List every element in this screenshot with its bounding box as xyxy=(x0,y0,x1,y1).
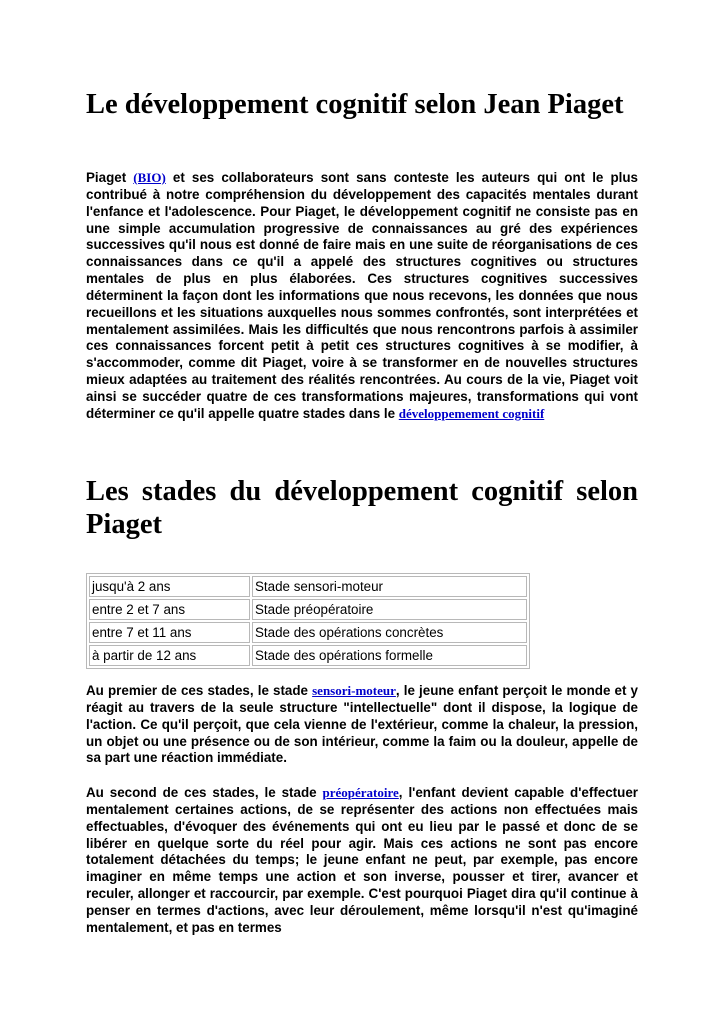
preoperatoire-link[interactable]: préopératoire xyxy=(322,785,399,800)
section-heading-stages: Les stades du développement cognitif selon Piaget xyxy=(86,476,638,540)
preoperational-paragraph xyxy=(86,785,638,937)
age-cell: entre 7 et 11 ans xyxy=(89,622,250,643)
age-cell: à partir de 12 ans xyxy=(89,645,250,666)
stage-cell: Stade sensori-moteur xyxy=(252,576,527,597)
intro-text-body: et ses collaborateurs sont sans conteste les auteurs qui ont le plus contribué à notre compréhension du développement des capacités mentales durant l'enfance et l'adolescence. Pour Piaget, le développement cognitif ne consiste pas en une simple accumulation progressive de connaissances au gré des expériences successives qu'il nous est donné de faire mais en une suite de réorganisations de ces connaissances dans ce qu'il a appelé des structures cognitives ou structures mentales de plus en plus élaborées. Ces structures cognitives successives déterminent la façon dont les informations que nous recevons, les données que nous recueillons et les situations auxquelles nous sommes confrontés, sont interprétées et mentalement assimilées. Mais les difficultés que nous rencontrons parfois à assimiler ces connaissances forcent petit à petit ces structures cognitives à se modifier, à s'accommoder, comme dit Piaget, voire à se transformer en de nouvelles structures mieux adaptées au traitement des réalités rencontrées. Au cours de la vie, Piaget voit ainsi se succéder quatre de ces transformations majeures, transformations qui vont déterminer ce qu'il appelle quatre stades dans le xyxy=(86,170,638,421)
sensorimotor-text-start: Au premier de ces stades, le stade xyxy=(86,683,313,698)
intro-paragraph xyxy=(86,170,638,423)
sensorimotor-paragraph xyxy=(86,683,638,767)
table-row xyxy=(89,599,527,620)
sensori-moteur-link[interactable]: sensori-moteur xyxy=(312,683,396,698)
bio-link[interactable]: (BIO) xyxy=(133,170,166,185)
stage-cell: Stade préopératoire xyxy=(252,599,527,620)
age-cell: entre 2 et 7 ans xyxy=(89,599,250,620)
page-title: Le développement cognitif selon Jean Piaget xyxy=(86,89,624,120)
preoperational-text-body: , l'enfant devient capable d'effectuer mentalement certaines actions, de se représenter des actions non effectuées mais effectuables, d'évoquer des événements qui ont eu lieu par le passé et donc de se libérer en quelque sorte du réel pour agir. Mais ces actions ne sont pas encore totalement détachées du temps; le jeune enfant ne peut, par exemple, pas encore imaginer en même temps une action et son inverse, pousser et tirer, avancer et reculer, allonger et raccourcir, par exemple. C'est pourquoi Piaget dira qu'il continue à penser en termes d'actions, avec leur déroulement, même lorsqu'il n'est qu'imaginé mentalement, et pas en termes xyxy=(86,785,638,935)
table-row xyxy=(89,622,527,643)
stage-cell: Stade des opérations concrètes xyxy=(252,622,527,643)
cognitive-development-link[interactable]: développemement cognitif xyxy=(398,405,545,421)
preoperational-text-start: Au second de ces stades, le stade xyxy=(86,785,323,800)
table-row xyxy=(89,576,527,597)
stages-table xyxy=(86,573,530,669)
age-cell: jusqu'à 2 ans xyxy=(89,576,250,597)
intro-text-start: Piaget xyxy=(86,170,134,185)
stage-cell: Stade des opérations formelle xyxy=(252,645,527,666)
sensorimotor-text-body: , le jeune enfant perçoit le monde et y réagit au travers de la seule structure "intellectuelle" dont il dispose, la logique de l'action. Ce qu'il perçoit, que cela vienne de l'extérieur, comme la chaleur, la pression, un objet ou une présence ou de son intérieur, comme la faim ou la douleur, appelle de sa part une réaction immédiate. xyxy=(86,683,638,766)
table-row xyxy=(89,645,527,666)
